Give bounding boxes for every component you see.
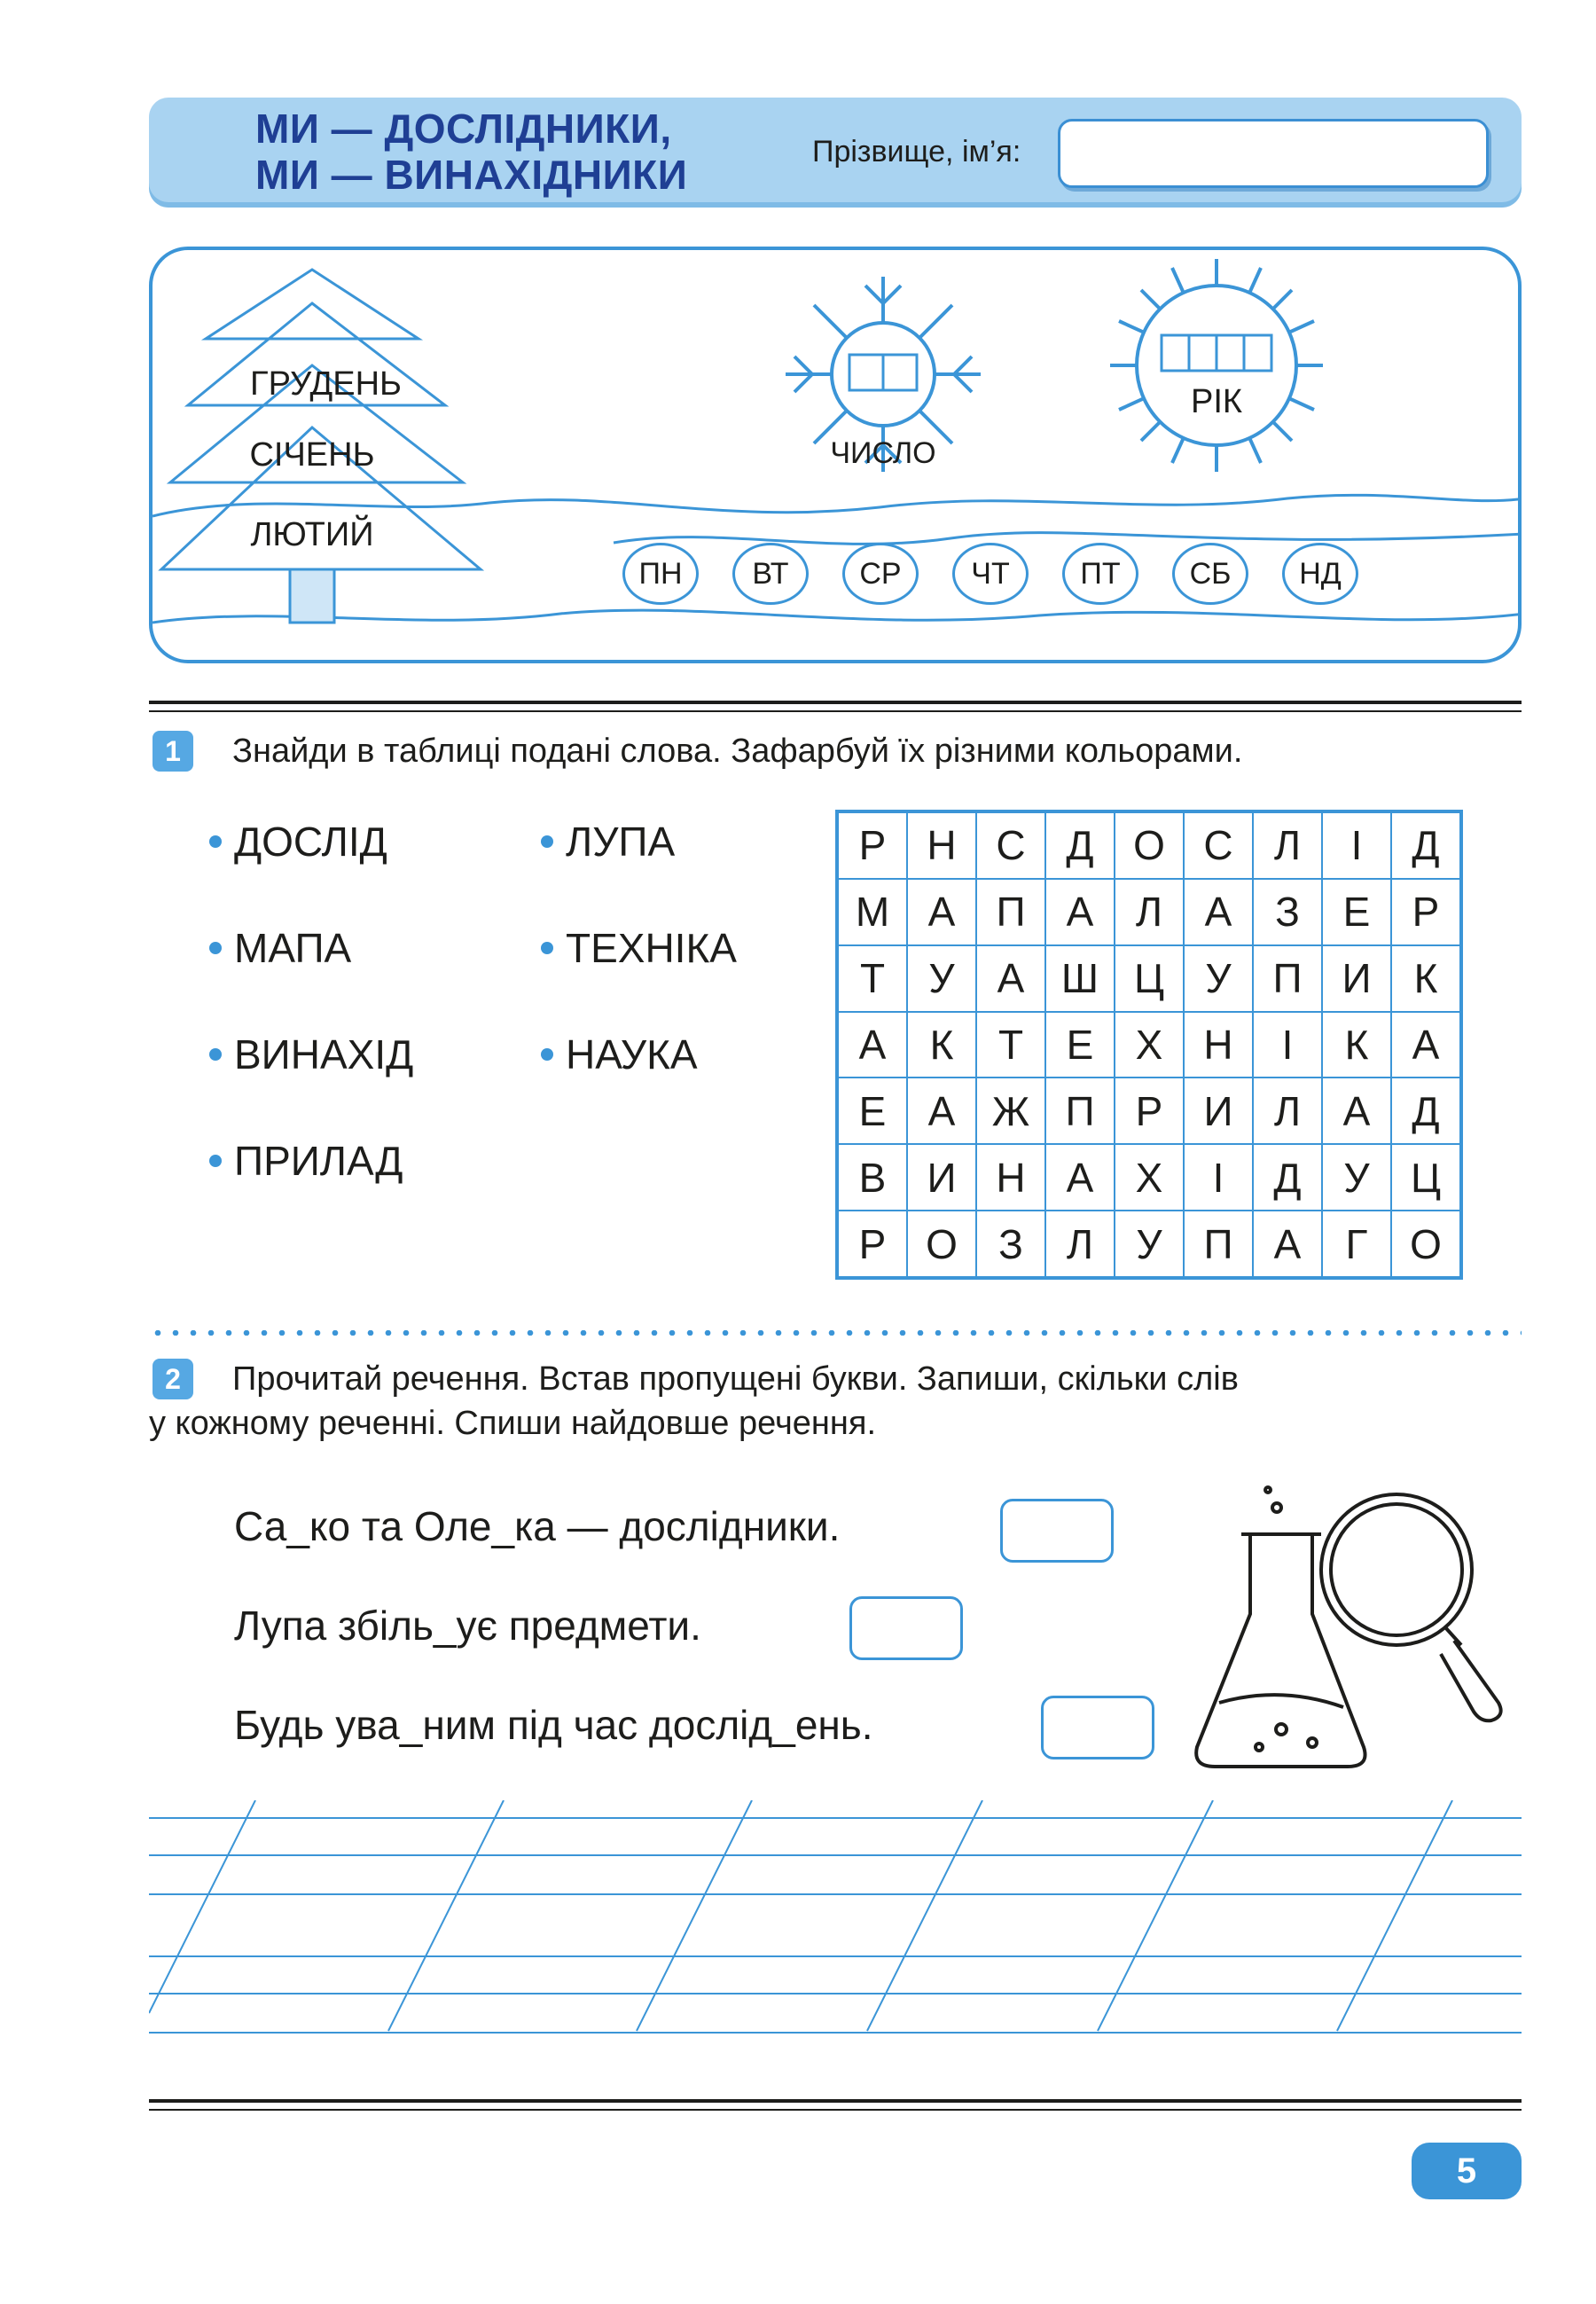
grid-cell[interactable]: І (1322, 812, 1391, 879)
page-number-badge: 5 (1412, 2143, 1522, 2199)
grid-cell[interactable]: Н (1184, 1012, 1253, 1078)
word-count-box-2[interactable] (849, 1596, 963, 1660)
sentence-3: Будь ува_ним під час дослід_ень. (234, 1702, 873, 1748)
winter-calendar-picture (149, 247, 1522, 663)
dotted-divider (149, 1330, 1522, 1336)
grid-cell[interactable]: А (1253, 1211, 1322, 1277)
weekday-mon: ПН (622, 543, 699, 605)
grid-cell[interactable]: Л (1045, 1211, 1115, 1277)
snowflake-label: ЧИСЛО (830, 436, 936, 470)
grid-cell[interactable]: И (1322, 945, 1391, 1012)
grid-cell[interactable]: Ж (976, 1078, 1045, 1144)
grid-cell[interactable]: А (1045, 1144, 1115, 1211)
page-title-line1: МИ — ДОСЛІДНИКИ, (255, 106, 672, 152)
grid-cell[interactable]: А (838, 1012, 907, 1078)
weekday-thu: ЧТ (952, 543, 1029, 605)
grid-cell[interactable]: И (1184, 1078, 1253, 1144)
grid-cell[interactable]: З (976, 1211, 1045, 1277)
grid-cell[interactable]: Л (1253, 1078, 1322, 1144)
grid-cell[interactable]: П (1045, 1078, 1115, 1144)
word-item: ЛУПА (541, 818, 675, 866)
section-divider (149, 701, 1522, 704)
grid-cell[interactable]: О (1391, 1211, 1460, 1277)
grid-cell[interactable]: Н (907, 812, 976, 879)
grid-cell[interactable]: Т (976, 1012, 1045, 1078)
bullet-icon (541, 942, 553, 954)
grid-cell[interactable]: О (1115, 812, 1184, 879)
grid-cell[interactable]: В (838, 1144, 907, 1211)
bottom-divider (149, 2099, 1522, 2103)
word-item: ТЕХНІКА (541, 924, 737, 972)
magnifier-icon (1321, 1494, 1472, 1645)
grid-cell[interactable]: Р (838, 812, 907, 879)
sentence-2: Лупа збіль_ує предмети. (234, 1603, 701, 1649)
task2-number-badge: 2 (153, 1359, 193, 1399)
snow-line-1 (153, 495, 1522, 516)
tree-month-2: СІЧЕНЬ (249, 436, 375, 474)
weekday-sat: СБ (1172, 543, 1248, 605)
grid-cell[interactable]: А (907, 879, 976, 945)
grid-cell[interactable]: С (976, 812, 1045, 879)
grid-cell[interactable]: П (1253, 945, 1322, 1012)
grid-cell[interactable]: К (1391, 945, 1460, 1012)
grid-cell[interactable]: Н (976, 1144, 1045, 1211)
grid-cell[interactable]: Р (1391, 879, 1460, 945)
word-item: ВИНАХІД (209, 1031, 413, 1078)
snow-line-2 (614, 533, 1522, 545)
grid-cell[interactable]: К (1322, 1012, 1391, 1078)
grid-cell[interactable]: А (1391, 1012, 1460, 1078)
bullet-icon (209, 835, 222, 848)
word-search-grid (835, 810, 1463, 1280)
grid-cell[interactable]: Р (838, 1211, 907, 1277)
bullet-icon (541, 835, 553, 848)
tree-month-1: ГРУДЕНЬ (250, 365, 402, 403)
weekday-sun: НД (1282, 543, 1358, 605)
grid-cell[interactable]: М (838, 879, 907, 945)
grid-cell[interactable]: К (907, 1012, 976, 1078)
grid-cell[interactable]: У (1322, 1144, 1391, 1211)
grid-cell[interactable]: У (1184, 945, 1253, 1012)
word-item: ПРИЛАД (209, 1137, 403, 1185)
grid-cell[interactable]: А (1322, 1078, 1391, 1144)
grid-cell[interactable]: П (976, 879, 1045, 945)
word-count-box-1[interactable] (1000, 1499, 1114, 1563)
grid-cell[interactable]: П (1184, 1211, 1253, 1277)
task1-instruction: Знайди в таблиці подані слова. Зафарбуй їх різними кольорами. (232, 733, 1243, 770)
name-input[interactable] (1058, 119, 1489, 188)
grid-cell[interactable]: Х (1115, 1144, 1184, 1211)
tree-trunk (290, 569, 334, 623)
grid-cell[interactable]: Д (1253, 1144, 1322, 1211)
grid-cell[interactable]: З (1253, 879, 1322, 945)
word-item: НАУКА (541, 1031, 698, 1078)
bullet-icon (209, 1155, 222, 1167)
grid-cell[interactable]: Е (1322, 879, 1391, 945)
task1-number-badge: 1 (153, 731, 193, 772)
grid-cell[interactable]: С (1184, 812, 1253, 879)
grid-cell[interactable]: А (907, 1078, 976, 1144)
grid-cell[interactable]: Р (1115, 1078, 1184, 1144)
flask-magnifier-illustration (1179, 1481, 1516, 1783)
task2-instruction-line2: у кожному реченні. Спиши найдовше речення. (149, 1405, 877, 1442)
tree-month-3: ЛЮТИЙ (250, 516, 374, 553)
weekday-wed: СР (842, 543, 919, 605)
grid-cell[interactable]: Е (1045, 1012, 1115, 1078)
grid-cell[interactable]: Х (1115, 1012, 1184, 1078)
grid-cell[interactable]: Е (838, 1078, 907, 1144)
grid-cell[interactable]: Л (1253, 812, 1322, 879)
grid-cell[interactable]: Ц (1115, 945, 1184, 1012)
page-title-line2: МИ — ВИНАХІДНИКИ (255, 152, 688, 198)
section-divider-thin (149, 710, 1522, 712)
sentence-1: Са_ко та Оле_ка — дослідники. (234, 1503, 841, 1549)
bullet-icon (209, 942, 222, 954)
name-label: Прізвище, ім’я: (812, 135, 1021, 168)
flask-icon (1196, 1534, 1365, 1767)
grid-cell[interactable]: А (976, 945, 1045, 1012)
grid-cell[interactable]: А (1045, 879, 1115, 945)
grid-cell[interactable]: Т (838, 945, 907, 1012)
task2-instruction-line1: Прочитай речення. Встав пропущені букви. Запиши, скільки слів (232, 1360, 1239, 1398)
grid-cell[interactable]: І (1184, 1144, 1253, 1211)
grid-cell[interactable]: И (907, 1144, 976, 1211)
grid-cell[interactable]: Ц (1391, 1144, 1460, 1211)
sun-label: РІК (1190, 383, 1243, 420)
grid-cell[interactable]: Л (1115, 879, 1184, 945)
weekday-tue: ВТ (732, 543, 809, 605)
grid-cell[interactable]: У (907, 945, 976, 1012)
grid-cell[interactable]: Г (1322, 1211, 1391, 1277)
grid-cell[interactable]: Д (1045, 812, 1115, 879)
bottom-divider-thin (149, 2109, 1522, 2111)
grid-cell[interactable]: Д (1391, 1078, 1460, 1144)
grid-cell[interactable]: Д (1391, 812, 1460, 879)
header-banner (149, 98, 1522, 208)
bullet-icon (209, 1048, 222, 1061)
word-count-box-3[interactable] (1041, 1696, 1154, 1759)
word-item: ДОСЛІД (209, 818, 387, 866)
word-item: МАПА (209, 924, 351, 972)
snow-line-3 (153, 610, 1522, 623)
grid-cell[interactable]: У (1115, 1211, 1184, 1277)
grid-cell[interactable]: Ш (1045, 945, 1115, 1012)
weekday-fri: ПТ (1062, 543, 1138, 605)
grid-cell[interactable]: І (1253, 1012, 1322, 1078)
grid-cell[interactable]: О (907, 1211, 976, 1277)
grid-cell[interactable]: А (1184, 879, 1253, 945)
bullet-icon (541, 1048, 553, 1061)
handwriting-lines (149, 1800, 1522, 2066)
